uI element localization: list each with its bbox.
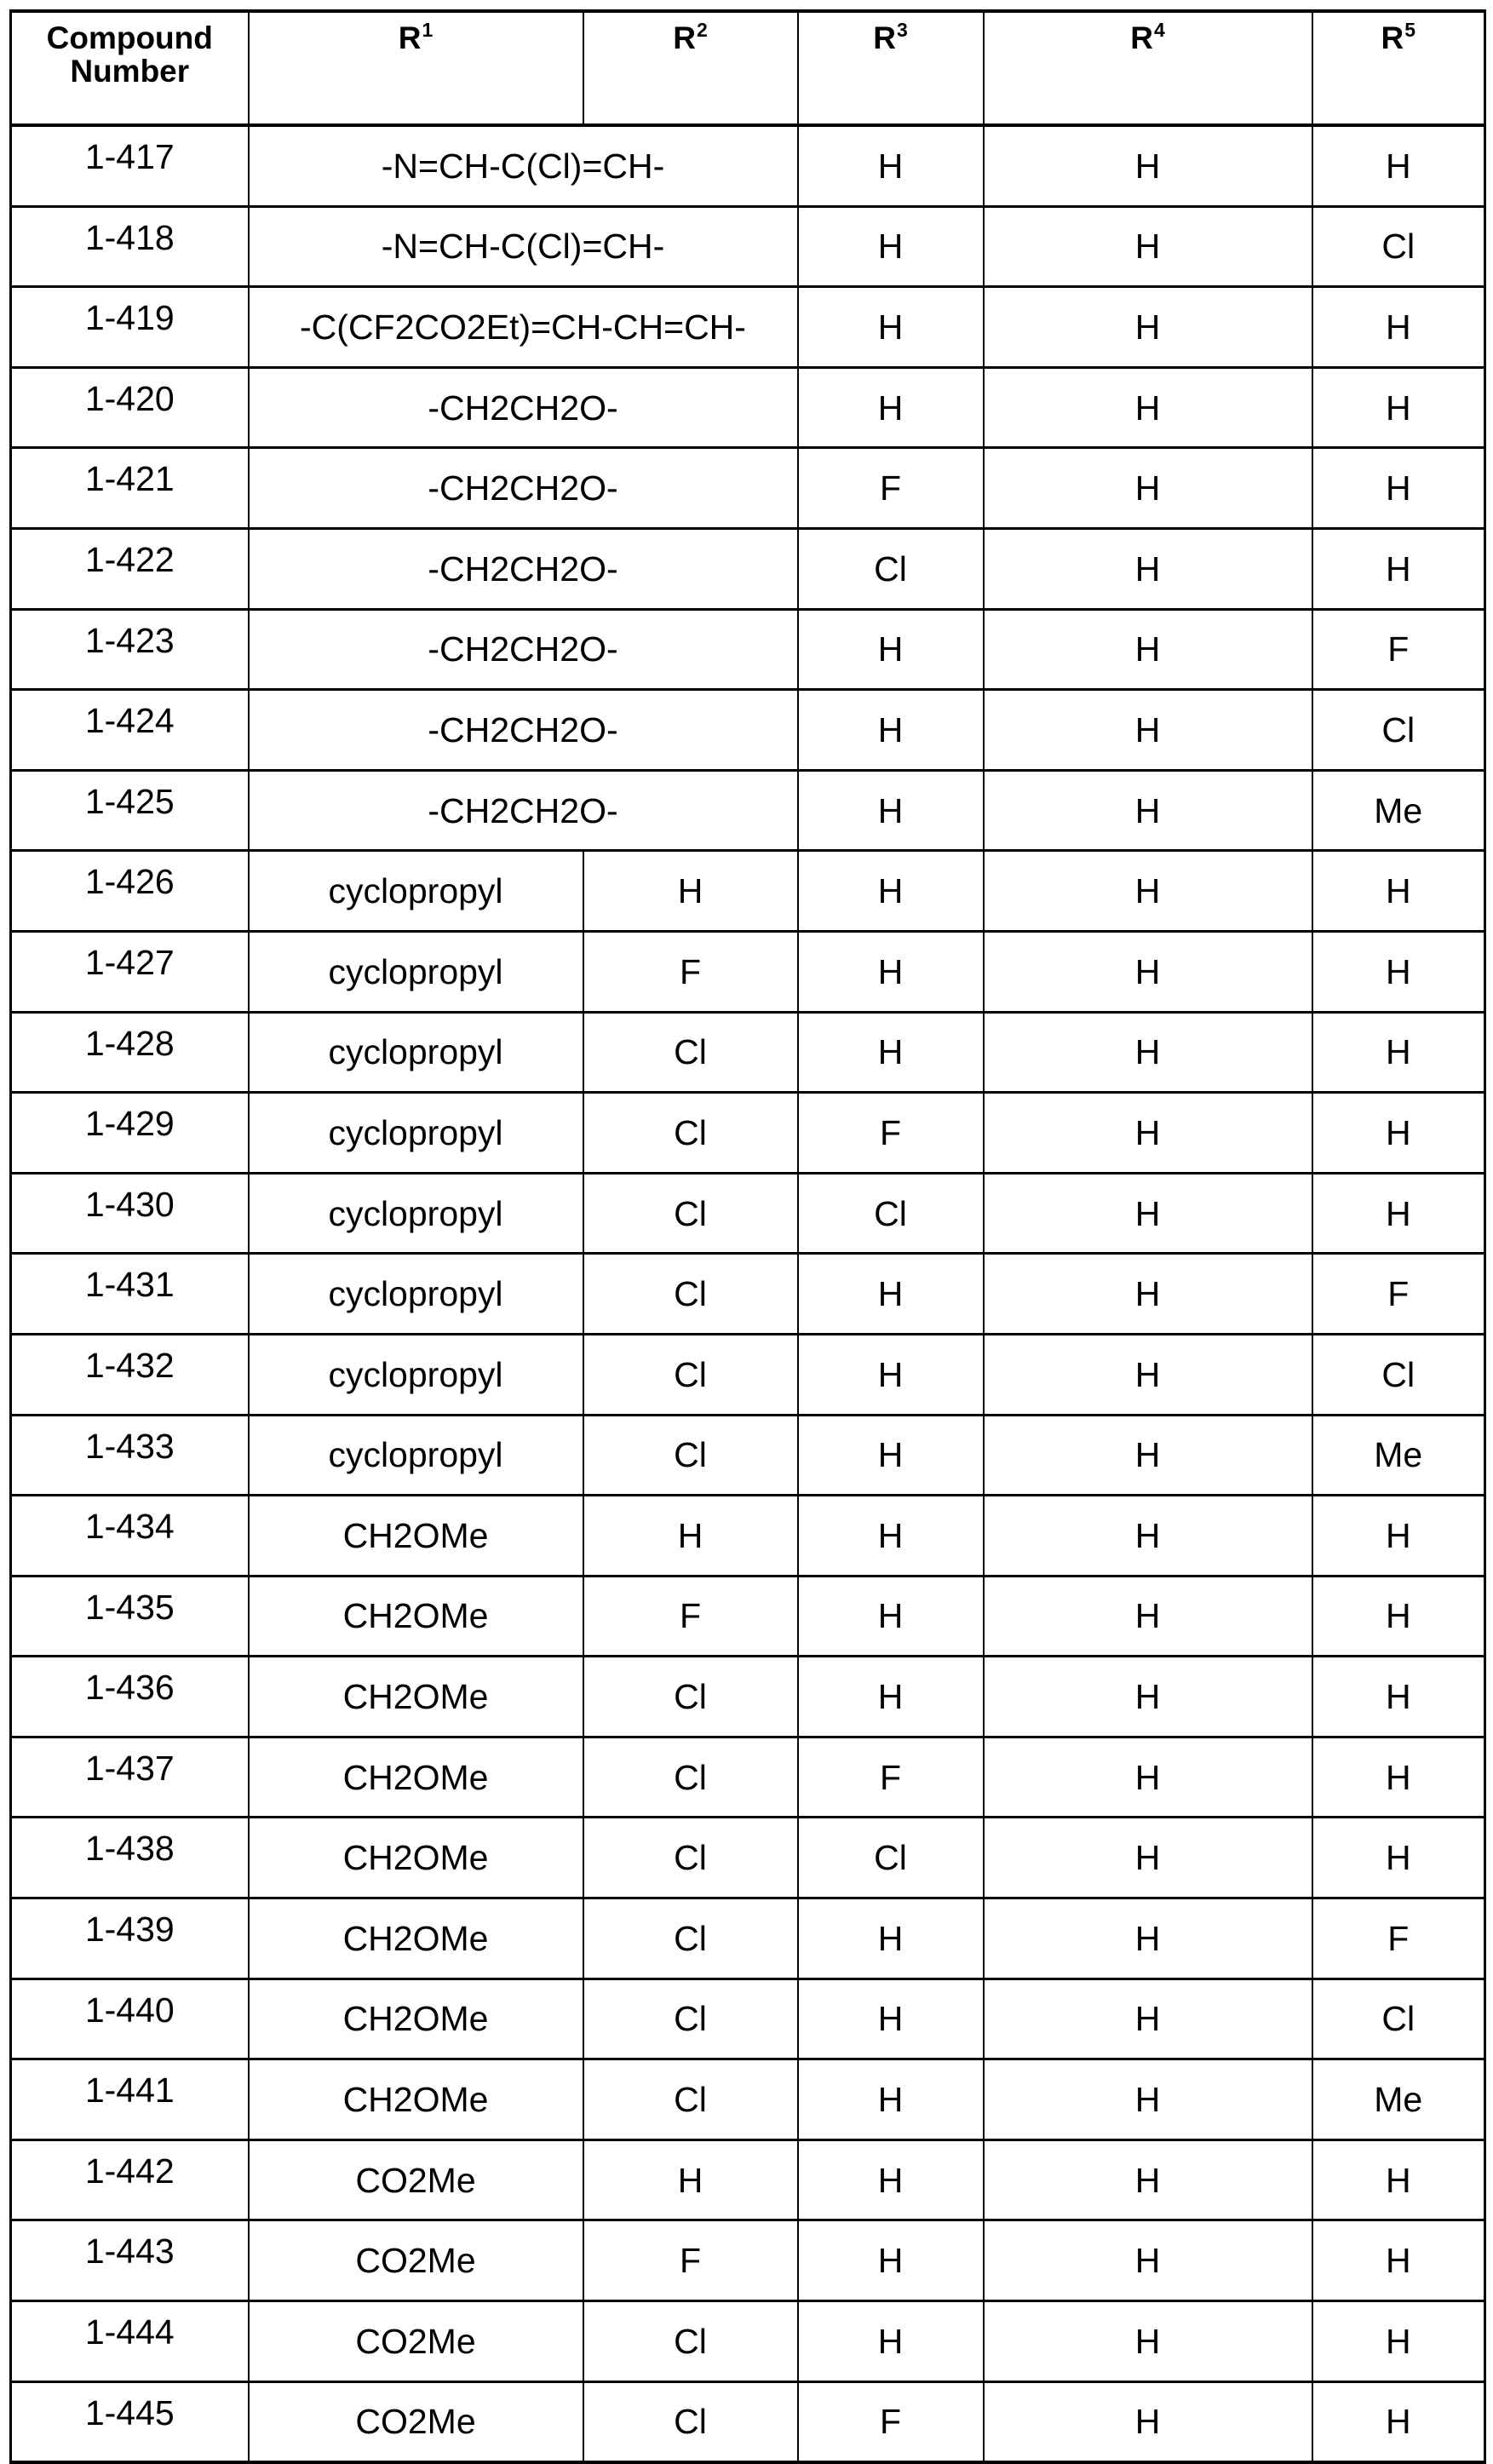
r5-cell: Cl (1312, 690, 1485, 771)
r5-cell: H (1312, 2381, 1485, 2462)
r3-cell: H (798, 1496, 984, 1577)
table-row (11, 1012, 1485, 1093)
r4-cell: H (984, 770, 1312, 851)
r2-cell: Cl (583, 2059, 798, 2140)
header-r2-base: R (673, 20, 696, 55)
r4-cell: H (984, 1093, 1312, 1174)
table-row (11, 287, 1485, 368)
table-body (11, 125, 1485, 2462)
r1-cell: cyclopropyl (249, 851, 583, 932)
r5-cell: H (1312, 2139, 1485, 2220)
table-row (11, 2381, 1485, 2462)
table-row (11, 1415, 1485, 1496)
r1-r2-merged-cell: -CH2CH2O- (249, 690, 798, 771)
r5-cell: Cl (1312, 1334, 1485, 1415)
table-row (11, 851, 1485, 932)
r5-cell: Me (1312, 1415, 1485, 1496)
compound-number-cell: 1-445 (11, 2381, 249, 2462)
r2-cell: Cl (583, 1254, 798, 1335)
r2-cell: Cl (583, 1334, 798, 1415)
r4-cell: H (984, 287, 1312, 368)
compound-number-cell: 1-436 (11, 1657, 249, 1737)
r3-cell: H (798, 609, 984, 690)
r2-cell: Cl (583, 2381, 798, 2462)
r4-cell: H (984, 2220, 1312, 2301)
compound-number-cell: 1-442 (11, 2139, 249, 2220)
compound-number-cell: 1-444 (11, 2301, 249, 2382)
r5-cell: H (1312, 125, 1485, 206)
r3-cell: H (798, 287, 984, 368)
r3-cell: H (798, 206, 984, 287)
header-r1-sup: 1 (422, 19, 434, 41)
r5-cell: H (1312, 1012, 1485, 1093)
compound-number-cell: 1-417 (11, 125, 249, 206)
r3-cell: H (798, 1415, 984, 1496)
r1-cell: CH2OMe (249, 1979, 583, 2059)
r3-cell: H (798, 2059, 984, 2140)
r4-cell: H (984, 1496, 1312, 1577)
header-r2 (583, 11, 798, 125)
r3-cell: F (798, 448, 984, 529)
r4-cell: H (984, 528, 1312, 609)
table-row (11, 2220, 1485, 2301)
r4-cell: H (984, 2139, 1312, 2220)
header-r4 (984, 11, 1312, 125)
r4-cell: H (984, 125, 1312, 206)
table-row (11, 2301, 1485, 2382)
compound-number-cell: 1-427 (11, 931, 249, 1012)
r1-r2-merged-cell: -CH2CH2O- (249, 367, 798, 448)
r2-cell: Cl (583, 2301, 798, 2382)
r5-cell: H (1312, 1093, 1485, 1174)
r5-cell: H (1312, 2301, 1485, 2382)
table-row (11, 1093, 1485, 1174)
r1-r2-merged-cell: -N=CH-C(Cl)=CH- (249, 125, 798, 206)
r1-cell: CH2OMe (249, 1898, 583, 1979)
r4-cell: H (984, 2381, 1312, 2462)
compound-number-cell: 1-423 (11, 609, 249, 690)
r2-cell: Cl (583, 1173, 798, 1254)
table-row (11, 448, 1485, 529)
compound-number-cell: 1-429 (11, 1093, 249, 1174)
r4-cell: H (984, 690, 1312, 771)
r3-cell: H (798, 1898, 984, 1979)
r4-cell: H (984, 1576, 1312, 1657)
r4-cell: H (984, 1415, 1312, 1496)
compound-number-cell: 1-426 (11, 851, 249, 932)
r2-cell: Cl (583, 1415, 798, 1496)
r1-cell: cyclopropyl (249, 1415, 583, 1496)
compound-number-cell: 1-418 (11, 206, 249, 287)
table-row (11, 1576, 1485, 1657)
r1-r2-merged-cell: -CH2CH2O- (249, 609, 798, 690)
r4-cell: H (984, 1254, 1312, 1335)
table-header (11, 11, 1485, 125)
r2-cell: H (583, 1496, 798, 1577)
r5-cell: Cl (1312, 206, 1485, 287)
r4-cell: H (984, 1898, 1312, 1979)
r3-cell: H (798, 1012, 984, 1093)
compound-number-cell: 1-438 (11, 1818, 249, 1898)
r2-cell: F (583, 1576, 798, 1657)
r1-r2-merged-cell: -CH2CH2O- (249, 448, 798, 529)
r4-cell: H (984, 448, 1312, 529)
table-row (11, 1657, 1485, 1737)
r3-cell: H (798, 2220, 984, 2301)
header-compound-line1: Compound (46, 20, 213, 55)
r3-cell: F (798, 2381, 984, 2462)
r1-cell: CH2OMe (249, 1737, 583, 1818)
r5-cell: F (1312, 609, 1485, 690)
r5-cell: F (1312, 1898, 1485, 1979)
r1-r2-merged-cell: -N=CH-C(Cl)=CH- (249, 206, 798, 287)
compound-number-cell: 1-424 (11, 690, 249, 771)
compound-number-cell: 1-421 (11, 448, 249, 529)
r5-cell: H (1312, 1818, 1485, 1898)
r5-cell: H (1312, 2220, 1485, 2301)
compound-number-cell: 1-420 (11, 367, 249, 448)
r5-cell: F (1312, 1254, 1485, 1335)
header-r5-sup: 5 (1404, 19, 1416, 41)
r3-cell: H (798, 125, 984, 206)
r3-cell: Cl (798, 1173, 984, 1254)
r1-cell: CO2Me (249, 2301, 583, 2382)
r3-cell: Cl (798, 1818, 984, 1898)
r3-cell: H (798, 1576, 984, 1657)
r3-cell: F (798, 1093, 984, 1174)
table-row (11, 206, 1485, 287)
r1-cell: cyclopropyl (249, 1093, 583, 1174)
r5-cell: Me (1312, 2059, 1485, 2140)
header-r4-base: R (1130, 20, 1153, 55)
r1-cell: CH2OMe (249, 1576, 583, 1657)
r3-cell: H (798, 1254, 984, 1335)
r2-cell: Cl (583, 1657, 798, 1737)
r4-cell: H (984, 2059, 1312, 2140)
r3-cell: H (798, 770, 984, 851)
compound-number-cell: 1-431 (11, 1254, 249, 1335)
header-compound-number (11, 11, 249, 125)
r1-cell: cyclopropyl (249, 1254, 583, 1335)
r1-cell: cyclopropyl (249, 1012, 583, 1093)
r1-cell: CO2Me (249, 2220, 583, 2301)
compound-number-cell: 1-433 (11, 1415, 249, 1496)
r5-cell: H (1312, 448, 1485, 529)
r1-cell: CH2OMe (249, 1496, 583, 1577)
compound-number-cell: 1-428 (11, 1012, 249, 1093)
r5-cell: H (1312, 851, 1485, 932)
r5-cell: H (1312, 1496, 1485, 1577)
header-row (11, 11, 1485, 125)
r2-cell: H (583, 2139, 798, 2220)
r1-r2-merged-cell: -CH2CH2O- (249, 528, 798, 609)
r3-cell: H (798, 931, 984, 1012)
r4-cell: H (984, 1334, 1312, 1415)
table-row (11, 1818, 1485, 1898)
r3-cell: H (798, 851, 984, 932)
compound-table (9, 9, 1486, 2464)
r2-cell: Cl (583, 1012, 798, 1093)
compound-number-cell: 1-432 (11, 1334, 249, 1415)
compound-number-cell: 1-430 (11, 1173, 249, 1254)
header-r4-sup: 4 (1153, 19, 1165, 41)
table-row (11, 1173, 1485, 1254)
r4-cell: H (984, 206, 1312, 287)
r4-cell: H (984, 367, 1312, 448)
table-row (11, 609, 1485, 690)
header-r1-base: R (398, 20, 422, 55)
r4-cell: H (984, 1173, 1312, 1254)
compound-number-cell: 1-440 (11, 1979, 249, 2059)
r3-cell: H (798, 2139, 984, 2220)
r4-cell: H (984, 609, 1312, 690)
r4-cell: H (984, 1818, 1312, 1898)
table-row (11, 367, 1485, 448)
r3-cell: H (798, 367, 984, 448)
r1-cell: cyclopropyl (249, 931, 583, 1012)
r5-cell: H (1312, 1173, 1485, 1254)
header-compound-line2: Number (70, 54, 190, 89)
r3-cell: H (798, 1657, 984, 1737)
r1-cell: cyclopropyl (249, 1173, 583, 1254)
header-r3-base: R (873, 20, 896, 55)
compound-number-cell: 1-437 (11, 1737, 249, 1818)
r3-cell: H (798, 690, 984, 771)
r5-cell: Cl (1312, 1979, 1485, 2059)
compound-number-cell: 1-441 (11, 2059, 249, 2140)
r4-cell: H (984, 851, 1312, 932)
r1-cell: CO2Me (249, 2381, 583, 2462)
r1-r2-merged-cell: -C(CF2CO2Et)=CH-CH=CH- (249, 287, 798, 368)
table-row (11, 528, 1485, 609)
header-r3-sup: 3 (896, 19, 908, 41)
r1-cell: CH2OMe (249, 1818, 583, 1898)
r4-cell: H (984, 2301, 1312, 2382)
compound-number-cell: 1-419 (11, 287, 249, 368)
r2-cell: Cl (583, 1818, 798, 1898)
header-r3 (798, 11, 984, 125)
header-r5 (1312, 11, 1485, 125)
r3-cell: H (798, 1979, 984, 2059)
r2-cell: Cl (583, 1737, 798, 1818)
r5-cell: H (1312, 931, 1485, 1012)
compound-number-cell: 1-435 (11, 1576, 249, 1657)
r4-cell: H (984, 1737, 1312, 1818)
r4-cell: H (984, 931, 1312, 1012)
header-r1 (249, 11, 583, 125)
table-row (11, 1334, 1485, 1415)
r3-cell: H (798, 2301, 984, 2382)
r1-cell: cyclopropyl (249, 1334, 583, 1415)
r1-cell: CH2OMe (249, 2059, 583, 2140)
r1-cell: CH2OMe (249, 1657, 583, 1737)
r2-cell: F (583, 2220, 798, 2301)
compound-number-cell: 1-439 (11, 1898, 249, 1979)
header-r2-sup: 2 (696, 19, 708, 41)
table-row (11, 770, 1485, 851)
compound-number-cell: 1-434 (11, 1496, 249, 1577)
r4-cell: H (984, 1012, 1312, 1093)
compound-number-cell: 1-425 (11, 770, 249, 851)
compound-number-cell: 1-443 (11, 2220, 249, 2301)
table-row (11, 2139, 1485, 2220)
r5-cell: H (1312, 367, 1485, 448)
compound-number-cell: 1-422 (11, 528, 249, 609)
r5-cell: Me (1312, 770, 1485, 851)
table-row (11, 931, 1485, 1012)
table-row (11, 125, 1485, 206)
r2-cell: H (583, 851, 798, 932)
table-row (11, 2059, 1485, 2140)
r5-cell: H (1312, 287, 1485, 368)
r4-cell: H (984, 1979, 1312, 2059)
r3-cell: Cl (798, 528, 984, 609)
r5-cell: H (1312, 1737, 1485, 1818)
r3-cell: F (798, 1737, 984, 1818)
table-row (11, 1254, 1485, 1335)
r3-cell: H (798, 1334, 984, 1415)
r4-cell: H (984, 1657, 1312, 1737)
table-row (11, 1496, 1485, 1577)
r1-cell: CO2Me (249, 2139, 583, 2220)
r2-cell: Cl (583, 1979, 798, 2059)
r5-cell: H (1312, 528, 1485, 609)
table-row (11, 690, 1485, 771)
r5-cell: H (1312, 1657, 1485, 1737)
r2-cell: Cl (583, 1093, 798, 1174)
header-r5-base: R (1381, 20, 1404, 55)
r2-cell: Cl (583, 1898, 798, 1979)
table-row (11, 1979, 1485, 2059)
r1-r2-merged-cell: -CH2CH2O- (249, 770, 798, 851)
r2-cell: F (583, 931, 798, 1012)
table-row (11, 1898, 1485, 1979)
table-row (11, 1737, 1485, 1818)
r5-cell: H (1312, 1576, 1485, 1657)
